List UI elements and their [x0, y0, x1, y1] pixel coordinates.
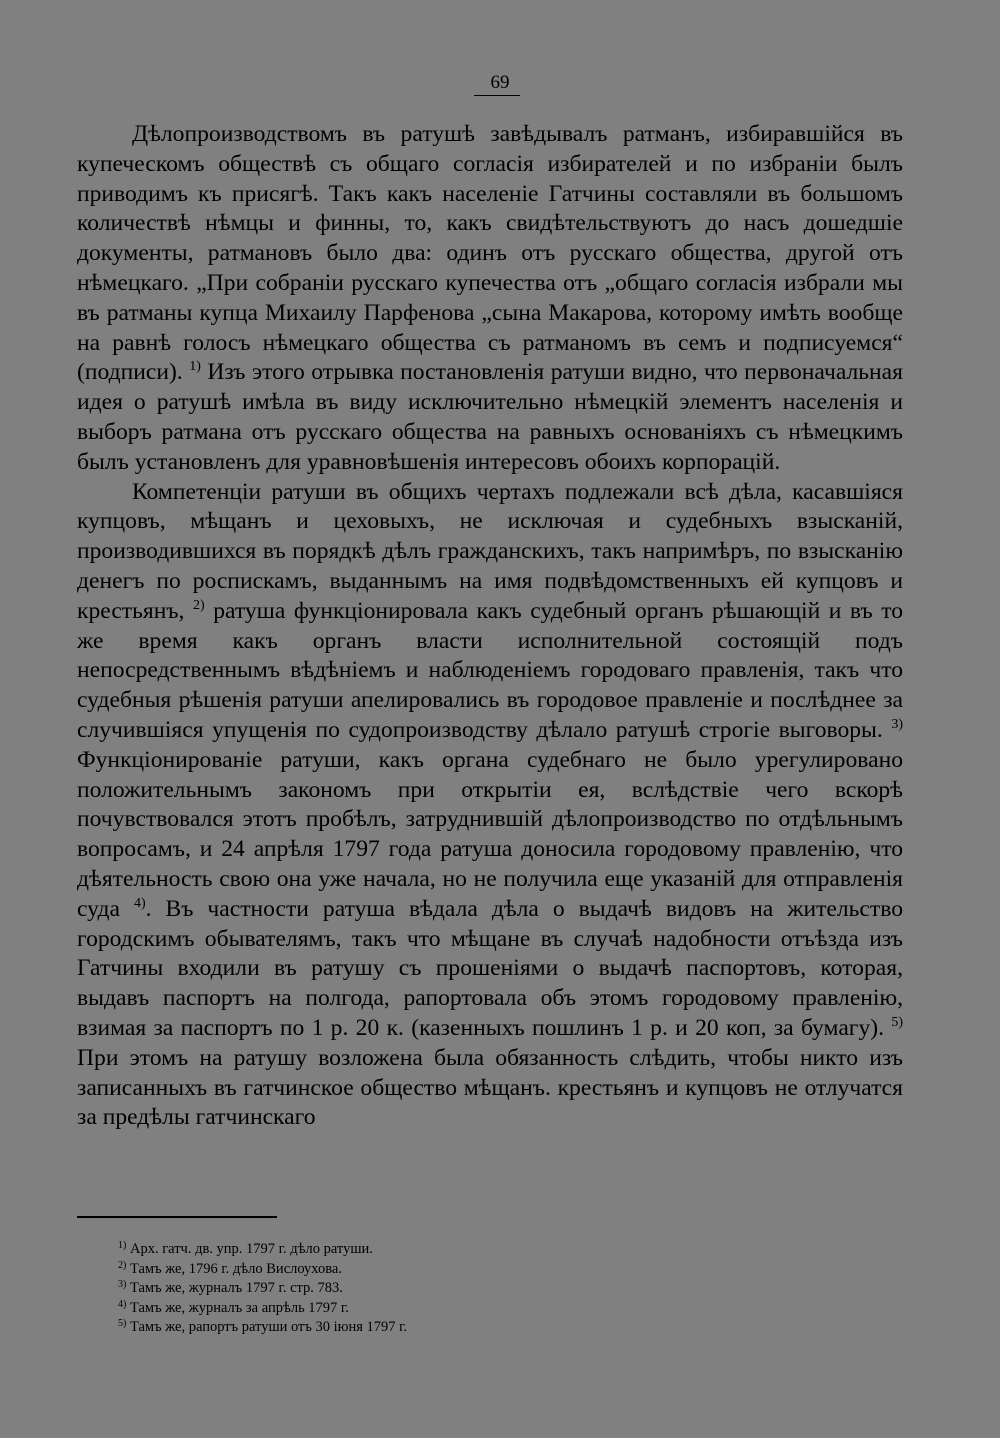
footnote-text: Тамъ же, журналъ за апрѣль 1797 г. [126, 1299, 349, 1316]
footnote-text: Арх. гатч. дв. упр. 1797 г. дѣло ратуши. [126, 1241, 373, 1257]
footnote-text: Тамъ же, 1796 г. дѣло Вислоухова. [126, 1260, 342, 1277]
footnote-mark: 5) [118, 1318, 127, 1330]
paragraph-text: При этомъ на ратушу возложена была обязанность слѣдить, чтобы никто изъ записанныхъ въ гатчинское общество мѣщанъ. крестьянъ и купцовъ не отлучатся за предѣлы гатчинскаго [77, 1044, 903, 1131]
paragraph-text: ратуша функціонировала какъ судебный органъ рѣшающій и въ то же время какъ органъ власти исполнительной состоящій подъ непосредственнымъ вѣдѣніемъ и наблюденіемъ городоваго правленія, такъ что судебныя рѣшенія ратуши апелировались въ городовое правленіе и послѣднее за случившіяся упущенія по судопроизводству дѣлало ратушѣ строгіе выговоры. [77, 597, 903, 743]
footnote-reference: 2) [192, 597, 205, 613]
body-paragraph [77, 478, 903, 1134]
body-text [77, 120, 903, 1133]
page-number-underline [474, 95, 520, 96]
paragraph-text: Дѣлопроизводствомъ въ ратушѣ завѣдывалъ ратманъ, избиравшійся въ купеческомъ обществѣ съ общаго согласія избирателей и по избраніи былъ приводимъ къ присягѣ. Такъ какъ населеніе Гатчины составляли въ большомъ количествѣ нѣмцы и финны, то, какъ свидѣтельствуютъ до насъ дошедшіе документы, ратмановъ было два: одинъ отъ русскаго общества, другой отъ нѣмецкаго. „При собраніи русскаго купечества отъ „общаго согласія избрали мы въ ратманы купца Михаилу Парфенова „сына Макарова, которому имѣть вообще на равнѣ голосъ нѣмецкаго общества съ ратманомъ въ семъ и подписуемся“ (подписи). [77, 121, 903, 386]
footnote-mark: 3) [118, 1279, 127, 1291]
page-number: 69 [490, 72, 510, 93]
footnote-text: Тамъ же, журналъ 1797 г. стр. 783. [126, 1280, 343, 1297]
footnote-reference: 3) [891, 716, 903, 732]
footnote-mark: 2) [118, 1259, 127, 1271]
paragraph-text: Функціонированіе ратуши, какъ органа судебнаго не было урегулировано положительнымъ закономъ при открытіи ея, вслѣдствіе чего вскорѣ почувствовался этотъ пробѣлъ, затруднившій дѣлопроизводство по отдѣльнымъ вопросамъ, и 24 апрѣля 1797 года ратуша доносила городовому правленію, что дѣятельность свою она уже начала, но не получила еще указаній для отправленія суда [77, 746, 903, 922]
body-paragraph [77, 120, 903, 478]
footnote-item [118, 1299, 878, 1319]
footnote-item [118, 1240, 878, 1260]
footnote-item [118, 1318, 878, 1338]
footnote-text: Тамъ же, рапортъ ратуши отъ 30 іюня 1797 г. [126, 1319, 408, 1336]
paragraph-text: Изъ этого отрывка постановленія ратуши видно, что первоначальная идея о ратушѣ имѣла въ виду исключительно нѣмецкій элементъ населенія и выборъ ратмана отъ русскаго общества на равныхъ основаніяхъ съ нѣмецкимъ былъ установленъ для уравновѣшенія интересовъ обоихъ корпорацій. [77, 359, 903, 475]
footnotes-list [118, 1240, 878, 1338]
paragraph-text: . Въ частности ратуша вѣдала дѣла о выдачѣ видовъ на жительство городскимъ обывателямъ, такъ что мѣщане въ случаѣ надобности отъѣзда изъ Гатчины входили въ ратушу съ прошеніями о выдачѣ паспортовъ, которая, выдавъ паспортъ на полгода, рапортовала объ этомъ городовому правленію, взимая за паспортъ по 1 р. 20 к. (казенныхъ пошлинъ 1 р. и 20 коп, за бумагу). [77, 895, 903, 1041]
footnote-item [118, 1260, 878, 1280]
footnote-mark: 1) [118, 1240, 127, 1251]
footnote-separator [77, 1216, 277, 1218]
paragraph-text: Компетенціи ратуши въ общихъ чертахъ подлежали всѣ дѣла, касавшіяся купцовъ, мѣщанъ и цеховыхъ, не исключая и судебныхъ взысканій, производившихся въ порядкѣ дѣлъ гражданскихъ, такъ напримѣръ, по взысканію денегъ по роспискамъ, выданнымъ на имя подвѣдомственныхъ ей купцовъ и крестьянъ, [77, 478, 903, 624]
footnote-reference: 1) [189, 359, 201, 375]
footnote-item [118, 1279, 878, 1299]
footnote-reference: 5) [891, 1014, 903, 1030]
footnote-mark: 4) [118, 1298, 127, 1310]
footnote-reference: 4) [133, 895, 146, 911]
